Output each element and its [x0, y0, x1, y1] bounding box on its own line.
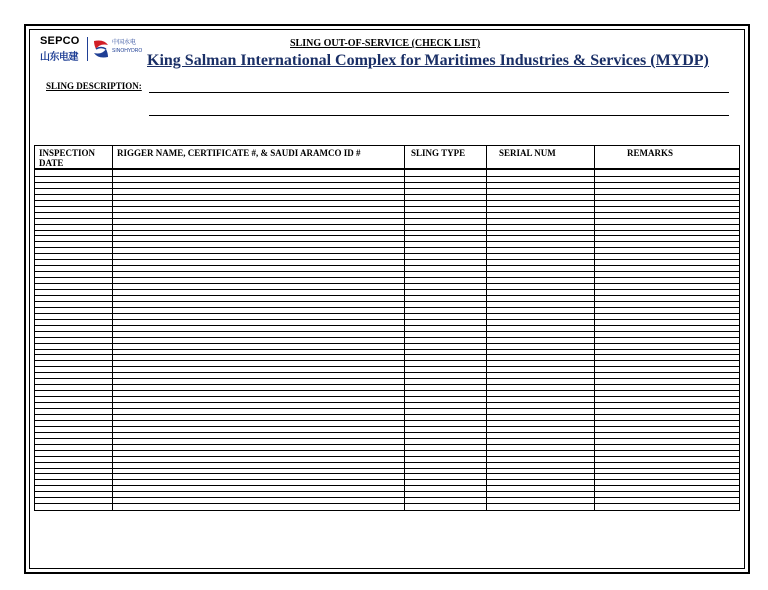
sling-description-label: SLING DESCRIPTION: [46, 81, 142, 91]
table-row-line [35, 331, 739, 332]
table-row-line [35, 271, 739, 272]
table-row-line [35, 307, 739, 308]
table-row-line [35, 230, 739, 231]
table-row-line [35, 462, 739, 463]
table-row-line [35, 343, 739, 344]
organization-title: King Salman International Complex for Maritimes Industries & Services (MYDP) [147, 52, 709, 69]
table-row-line [35, 253, 739, 254]
table-row-line [35, 396, 739, 397]
table-row-line [35, 182, 739, 183]
table-row-line [35, 372, 739, 373]
table-row-line [35, 456, 739, 457]
table-row-line [35, 218, 739, 219]
column-header-sling-type: SLING TYPE [411, 148, 466, 158]
logo-partner-english: SINOHYDRO [112, 48, 143, 54]
table-row-line [35, 337, 739, 338]
table-row-line [35, 241, 739, 242]
table-row-line [35, 349, 739, 350]
table-row-line [35, 176, 739, 177]
sinohydro-logo-icon [90, 37, 112, 61]
table-row-line [35, 283, 739, 284]
table-row-line [35, 206, 739, 207]
table-row-line [35, 473, 739, 474]
table-row-line [35, 491, 739, 492]
table-row-line [35, 414, 739, 415]
table-row-line [35, 426, 739, 427]
table-row-line [35, 265, 739, 266]
table-row-line [35, 235, 739, 236]
table-row-line [35, 378, 739, 379]
company-logo [40, 35, 146, 65]
table-row-line [35, 194, 739, 195]
table-row-line [35, 450, 739, 451]
checklist-title: SLING OUT-OF-SERVICE (CHECK LIST) [290, 38, 481, 49]
table-row-line [35, 408, 739, 409]
table-row-line [35, 277, 739, 278]
table-row-line [35, 188, 739, 189]
table-row-line [35, 420, 739, 421]
table-row-line [35, 247, 739, 248]
table-row-line [35, 479, 739, 480]
logo-divider [87, 37, 88, 61]
table-row-line [35, 289, 739, 290]
table-row-line [35, 354, 739, 355]
table-row-line [35, 432, 739, 433]
table-row-line [35, 360, 739, 361]
table-row-line [35, 259, 739, 260]
column-header-rigger-name: RIGGER NAME, CERTIFICATE #, & SAUDI ARAMCO ID # [117, 148, 361, 158]
table-row-line [35, 485, 739, 486]
column-header-inspection-date: INSPECTION DATE [39, 148, 96, 168]
sling-description-field[interactable] [149, 92, 729, 93]
table-row-line [35, 200, 739, 201]
table-row-line [35, 444, 739, 445]
table-row-line [35, 212, 739, 213]
logo-brand-chinese: 山东电建 [40, 52, 78, 63]
table-row-line [35, 313, 739, 314]
table-row-line [35, 497, 739, 498]
table-row-line [35, 438, 739, 439]
inspection-table [34, 145, 740, 511]
table-row-line [35, 402, 739, 403]
table-row-line [35, 390, 739, 391]
sling-description-field-continuation[interactable] [149, 115, 729, 116]
logo-partner-chinese: 中国水电 [112, 39, 137, 46]
table-row-line [35, 325, 739, 326]
logo-brand: SEPCO [40, 35, 80, 47]
column-header-remarks: REMARKS [627, 148, 674, 158]
table-row-line [35, 301, 739, 302]
column-header-serial-num: SERIAL NUM [499, 148, 556, 158]
table-row-line [35, 384, 739, 385]
table-row-line [35, 295, 739, 296]
table-row-line [35, 366, 739, 367]
table-row-line [35, 468, 739, 469]
table-row-line [35, 224, 739, 225]
table-row-line [35, 503, 739, 504]
table-row-line [35, 319, 739, 320]
